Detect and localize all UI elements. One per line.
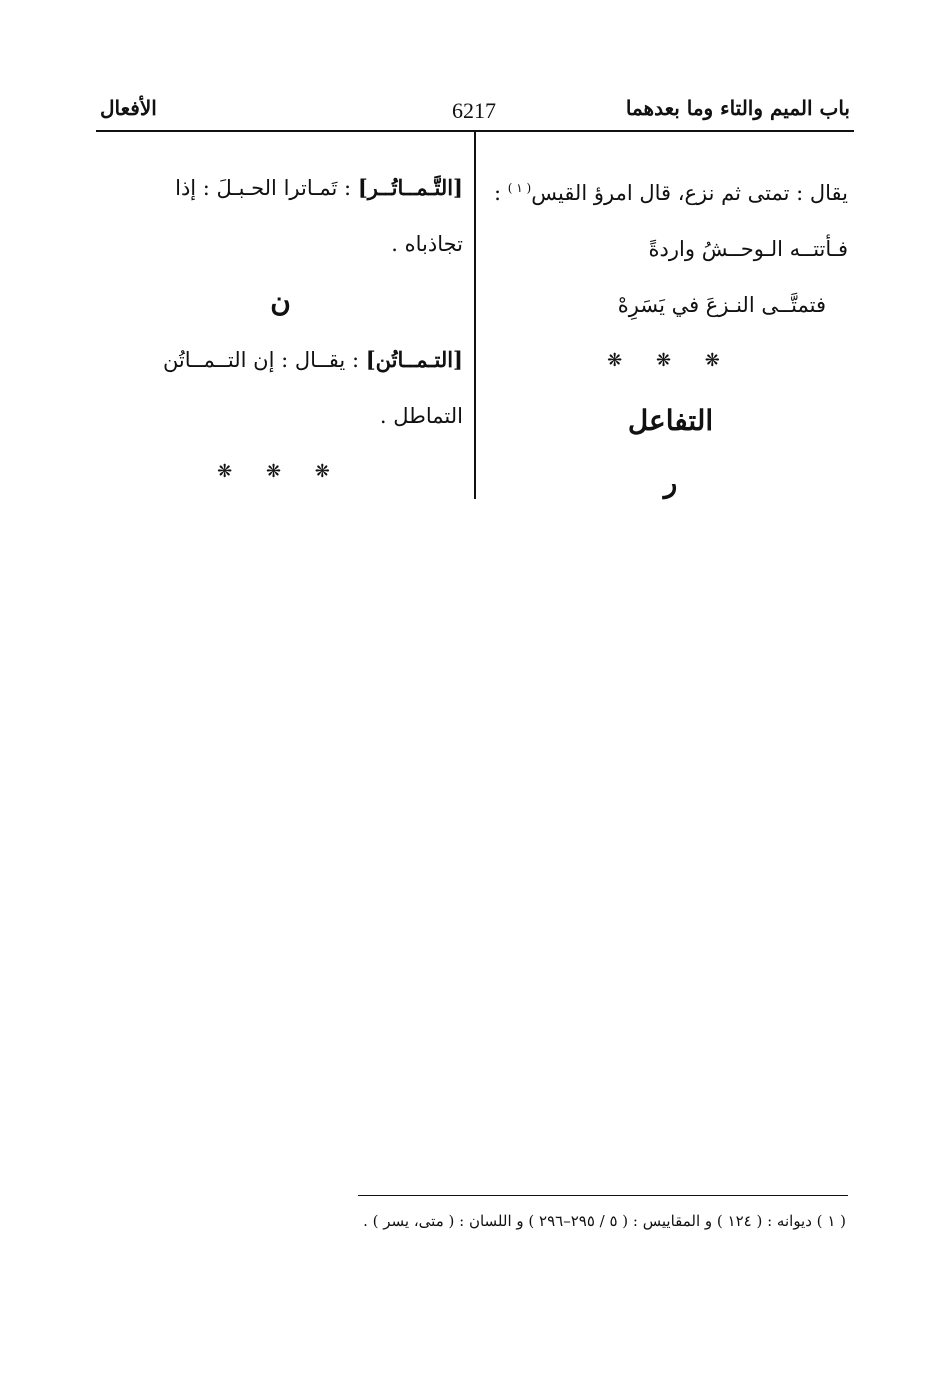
entry-term: [التـمــاتُن] xyxy=(365,347,463,372)
entry-continuation: التماطل . xyxy=(379,404,463,428)
entry-tamatun xyxy=(98,332,463,388)
page-number: 6217 xyxy=(452,98,496,123)
intro-colon: : xyxy=(493,181,508,205)
letter-heading-nun: ن xyxy=(270,285,291,318)
entry-continuation: تجاذباه . xyxy=(391,232,463,256)
entry-term: [التَّـمــاتُــر] xyxy=(357,175,463,200)
section-header: الأفعال xyxy=(100,96,157,120)
section-heading: التفاعل xyxy=(627,404,714,437)
footnote-rule xyxy=(358,1195,848,1196)
separator-stars: ❋ ❋ ❋ xyxy=(607,350,734,371)
entry-text: : يقــال : إن التــمــاتُن xyxy=(162,348,360,372)
column-divider xyxy=(474,131,476,499)
intro-line xyxy=(493,160,848,221)
entry-text: : تَمـاترا الحـبـلَ : إذا xyxy=(175,176,352,200)
letter-heading-ra: ر xyxy=(663,466,678,499)
verse-line-1: فـأتتــه الـوحــشُ واردةً xyxy=(648,237,848,261)
separator-stars: ❋ ❋ ❋ xyxy=(217,461,344,482)
left-column xyxy=(98,160,463,500)
footnote-ref: ( ١ ) xyxy=(507,181,532,195)
entry-tamatur xyxy=(98,160,463,216)
right-column xyxy=(493,160,848,513)
verse-line-2: فتمتَّــى النـزعَ في يَسَرِهْ xyxy=(617,293,826,317)
chapter-title: باب الميم والتاء وما بعدهما xyxy=(625,96,850,120)
footnote: ( ١ ) ديوانه : ( ١٢٤ ) و المقاييس : ( ٥ / ٢٩٥–٢٩٦ ) و اللسان : ( متى، يسر ) . xyxy=(363,1212,846,1230)
intro-text: يقال : تمتى ثم نزع، قال امرؤ القيس xyxy=(531,181,848,205)
